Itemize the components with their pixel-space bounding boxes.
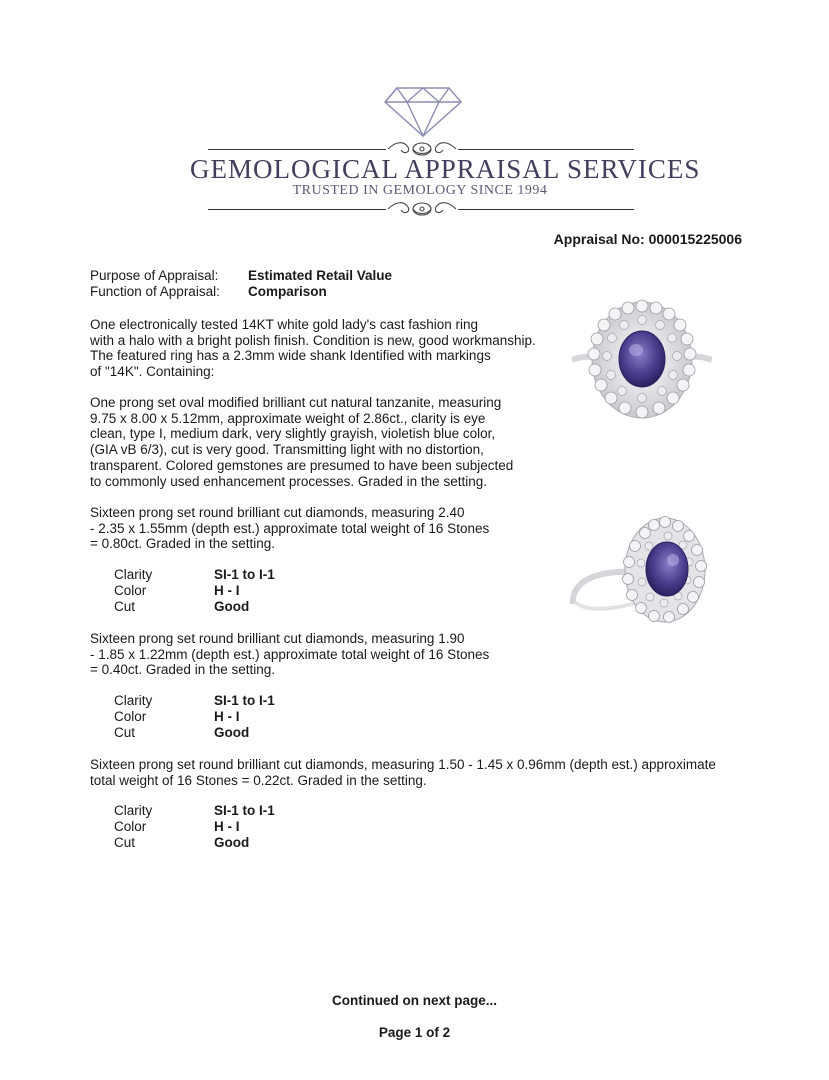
header-rule-top-right — [458, 149, 634, 150]
diamond-group-2-grade-values — [214, 693, 275, 741]
cut-value: Good — [214, 599, 250, 614]
clarity-label: Clarity — [114, 567, 153, 582]
cut-value: Good — [214, 835, 250, 850]
clarity-label: Clarity — [114, 693, 153, 708]
color-value: H - I — [214, 819, 240, 834]
appraisal-number — [470, 231, 742, 247]
purpose-label: Purpose of Appraisal: — [90, 268, 219, 283]
diamond-line: - 1.85 x 1.22mm (depth est.) approximate total weight of 16 Stones — [90, 646, 490, 662]
page-number: Page 1 of 2 — [378, 1025, 451, 1040]
clarity-value: SI-1 to I-1 — [214, 803, 275, 818]
tanzanite-line: 9.75 x 8.00 x 5.12mm, approximate weight of 2.86ct., clarity is eye — [90, 410, 486, 426]
clarity-value: SI-1 to I-1 — [214, 693, 275, 708]
diamond-group-3-description — [90, 757, 750, 788]
diamond-line: Sixteen prong set round brilliant cut diamonds, measuring 1.90 — [90, 631, 465, 646]
ring-description-line: of "14K". Containing: — [90, 364, 215, 380]
color-label: Color — [114, 709, 147, 724]
diamond-icon — [383, 86, 463, 138]
tanzanite-description — [90, 395, 560, 489]
header-rule-bottom-left — [208, 209, 386, 210]
cut-label: Cut — [114, 725, 136, 740]
color-value: H - I — [214, 583, 240, 598]
purpose-value: Estimated Retail Value — [248, 268, 393, 283]
clarity-value: SI-1 to I-1 — [214, 567, 275, 582]
diamond-group-1-description — [90, 505, 520, 552]
appraisal-number-value: 000015225006 — [648, 231, 742, 247]
ring-side-view-photo — [565, 512, 715, 632]
brand-name: GEMOLOGICAL APPRAISAL SERVICES — [190, 154, 701, 184]
diamond-line: = 0.40ct. Graded in the setting. — [90, 662, 275, 678]
tanzanite-line: to commonly used enhancement processes. Graded in the setting. — [90, 473, 487, 489]
diamond-group-1-grade-values — [214, 567, 275, 615]
cut-label: Cut — [114, 599, 136, 614]
function-label: Function of Appraisal: — [90, 284, 220, 299]
diamond-line: total weight of 16 Stones = 0.22ct. Graded in the setting. — [90, 772, 427, 788]
continued-note: Continued on next page... — [332, 993, 497, 1008]
appraisal-number-label: Appraisal No: — [553, 231, 645, 247]
ring-description-line: with a halo with a bright polish finish. Condition is new, good workmanship. — [90, 332, 536, 348]
ring-top-view-photo — [572, 298, 712, 424]
ring-description-line: One electronically tested 14KT white gold lady's cast fashion ring — [90, 317, 479, 332]
clarity-label: Clarity — [114, 803, 153, 818]
ring-description-line: The featured ring has a 2.3mm wide shank Identified with markings — [90, 348, 491, 364]
tanzanite-line: (GIA vB 6/3), cut is very good. Transmitting light with no distortion, — [90, 442, 484, 458]
color-value: H - I — [214, 709, 240, 724]
tanzanite-line: One prong set oval modified brilliant cut natural tanzanite, measuring — [90, 395, 502, 410]
cut-label: Cut — [114, 835, 136, 850]
tanzanite-line: clean, type I, medium dark, very slightly grayish, violetish blue color, — [90, 426, 496, 442]
diamond-line: = 0.80ct. Graded in the setting. — [90, 536, 275, 552]
function-value: Comparison — [248, 284, 327, 299]
scroll-ornament-bottom — [386, 198, 458, 220]
color-label: Color — [114, 583, 147, 598]
header-rule-top-left — [208, 149, 386, 150]
tanzanite-line: transparent. Colored gemstones are presumed to have been subjected — [90, 457, 514, 473]
header-rule-bottom-right — [458, 209, 634, 210]
diamond-group-2-description — [90, 631, 520, 678]
ring-description — [90, 317, 560, 380]
diamond-group-1-grades — [114, 567, 152, 615]
color-label: Color — [114, 819, 147, 834]
diamond-line: - 2.35 x 1.55mm (depth est.) approximate total weight of 16 Stones — [90, 520, 490, 536]
diamond-group-2-grades — [114, 693, 152, 741]
diamond-line: Sixteen prong set round brilliant cut diamonds, measuring 1.50 - 1.45 x 0.96mm (depth est.) approximate — [90, 757, 716, 772]
diamond-group-3-grades — [114, 803, 152, 851]
diamond-line: Sixteen prong set round brilliant cut diamonds, measuring 2.40 — [90, 505, 465, 520]
diamond-group-3-grade-values — [214, 803, 275, 851]
cut-value: Good — [214, 725, 250, 740]
brand-tagline: TRUSTED IN GEMOLOGY SINCE 1994 — [292, 183, 548, 198]
